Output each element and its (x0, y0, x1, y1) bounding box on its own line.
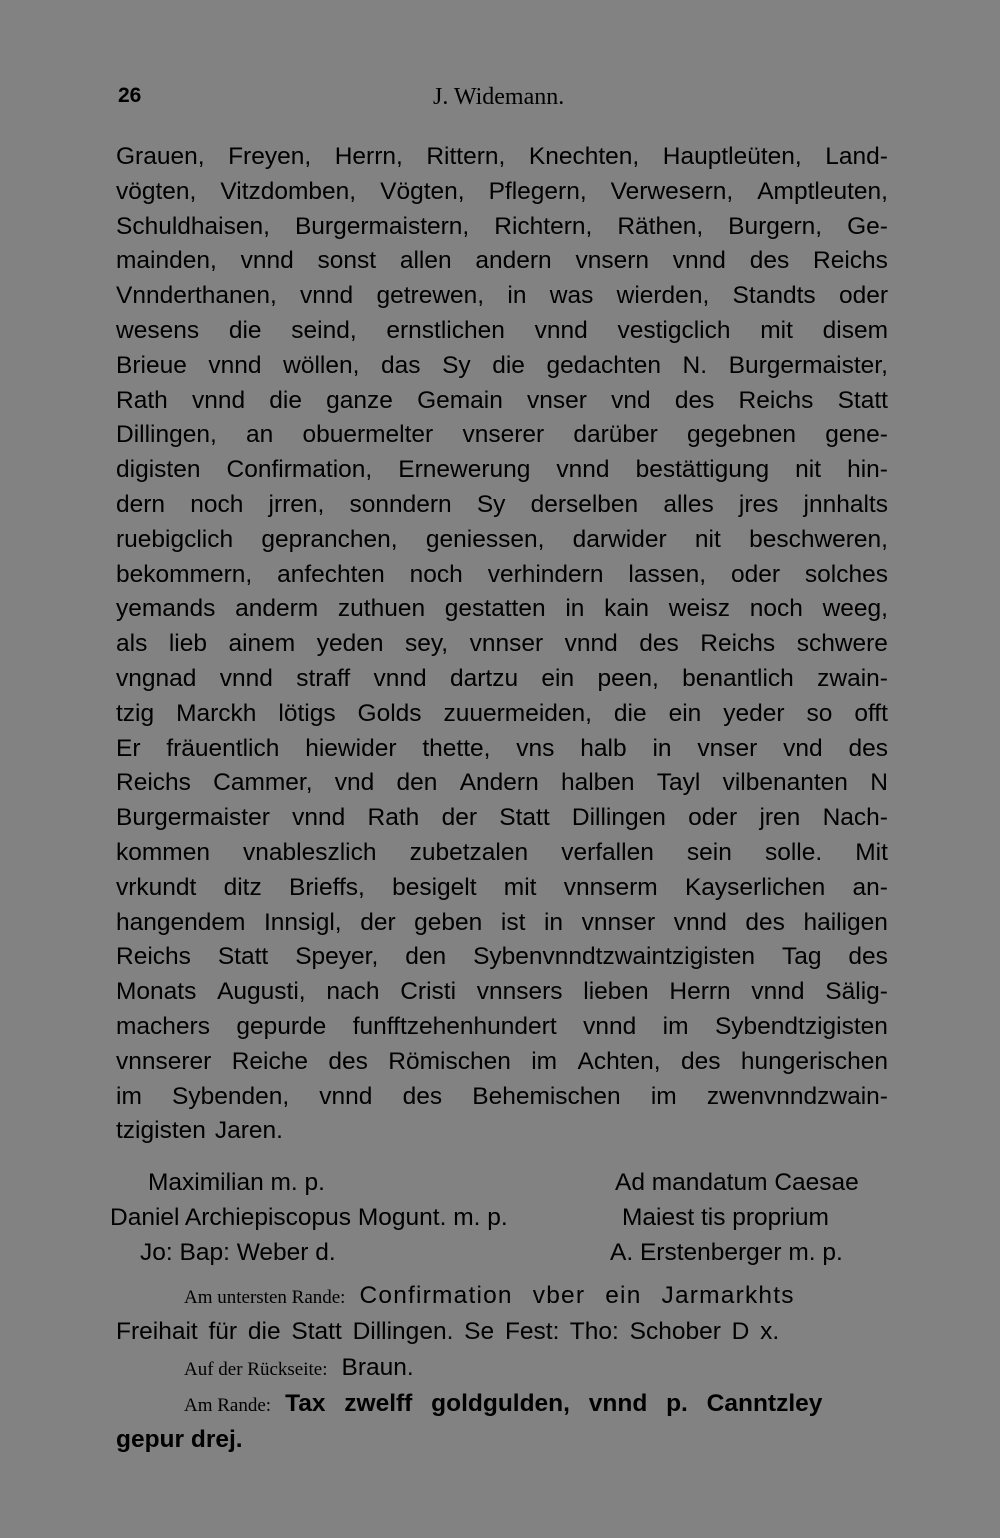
word: in (543, 908, 564, 936)
text-line (116, 940, 888, 975)
word: vnnser (469, 630, 544, 658)
word: Gemain (417, 386, 503, 414)
word: lieb (168, 630, 207, 658)
word: dern (116, 490, 166, 518)
word: an (246, 421, 274, 449)
word: halb (580, 734, 627, 762)
word: Speyer, (295, 943, 379, 971)
word: hailigen (803, 908, 888, 936)
word: Burgermaistern, (294, 212, 470, 240)
text-line (116, 1080, 888, 1115)
word: Dillingen (571, 804, 666, 832)
word: vnnd (300, 282, 354, 310)
word: Sybendtzigisten (714, 1012, 888, 1040)
word: zuthuen (337, 595, 426, 623)
word: des (674, 386, 715, 414)
text-line (116, 732, 888, 767)
word: Römischen (388, 1047, 511, 1075)
word: vögten, (116, 177, 197, 205)
word: Schuldhaisen, (116, 212, 270, 240)
word: den (405, 943, 447, 971)
word: vnnd (556, 456, 610, 484)
word: vnser (697, 734, 758, 762)
word: nit (694, 525, 721, 553)
word: vnd (783, 734, 823, 762)
word: Augusti, (217, 978, 306, 1006)
word: hangendem (116, 908, 246, 936)
word: Räthen, (617, 212, 704, 240)
word: an- (852, 873, 888, 901)
word: Golds (357, 699, 422, 727)
text-line (116, 140, 888, 175)
word: zwenvnndzwain- (706, 1082, 888, 1110)
word: zubetzalen (409, 838, 529, 866)
word: vnser (527, 386, 587, 414)
word: getrewen, (376, 282, 485, 310)
word: Er (116, 734, 141, 762)
signature-row (110, 1165, 890, 1200)
text-line (116, 627, 888, 662)
word: Kayserlichen (684, 873, 826, 901)
word: straff (296, 664, 351, 692)
page-header (116, 84, 886, 116)
word: Tayl (656, 769, 701, 797)
signature-right: Ad mandatum Caesae (615, 1169, 859, 1196)
page-number: 26 (118, 84, 142, 107)
word: vnnd (191, 386, 246, 414)
word: vnnd (208, 351, 262, 379)
word: wierden, (616, 282, 710, 310)
word: besigelt (392, 873, 477, 901)
word: des (745, 908, 785, 936)
word: noch (409, 560, 463, 588)
word: N. (682, 351, 708, 379)
word: verfallen (561, 838, 654, 866)
word: Burgermaister (116, 804, 270, 832)
note-reverse (116, 1350, 888, 1386)
word: vnableszlich (243, 838, 377, 866)
word: des (848, 943, 888, 971)
word: ditz (223, 873, 262, 901)
word: disem (822, 316, 888, 344)
text-line (116, 349, 888, 384)
text-line (116, 801, 888, 836)
note-text: Confirmation vber ein Jarmarkhts (359, 1282, 795, 1309)
note-label: Am Rande: (184, 1395, 272, 1416)
word: fräuentlich (166, 734, 280, 762)
word: noch (749, 595, 803, 623)
word: oder (688, 804, 738, 832)
word: vnserer (462, 421, 545, 449)
signature-left: Daniel Archiepiscopus Mogunt. m. p. (110, 1204, 508, 1231)
word: das (380, 351, 421, 379)
note-text: gepur drej. (116, 1426, 243, 1453)
word: ein (668, 699, 702, 727)
word: den (396, 769, 438, 797)
text-line (116, 558, 888, 593)
word: Statt (499, 804, 550, 832)
word: vnnd (672, 247, 726, 275)
word: anfechten (277, 560, 385, 588)
word: geniessen, (425, 525, 545, 553)
word: Rath (367, 804, 420, 832)
word: funfftzehenhundert (352, 1012, 557, 1040)
word: yeden (316, 630, 384, 658)
notes-block (116, 1278, 888, 1458)
word: ernstlichen (386, 316, 505, 344)
word: in (507, 282, 527, 310)
text-line (116, 906, 888, 941)
word: Rath (116, 386, 168, 414)
word: der (360, 908, 396, 936)
word: Burgern, (728, 212, 823, 240)
word: als (116, 630, 148, 658)
word: allen (399, 247, 452, 275)
word: Rittern, (426, 143, 506, 170)
word: vnnd (373, 664, 427, 692)
word: Sybenvnndtzwaintzigisten (473, 943, 755, 971)
text-line (116, 210, 888, 245)
word: Hauptleüten, (662, 143, 802, 170)
word: Standts (732, 282, 816, 310)
word: der (441, 804, 477, 832)
word: Sy (476, 490, 506, 518)
word: gegebnen (687, 421, 797, 449)
word: tzigisten (116, 1117, 206, 1145)
word: zwain- (817, 664, 888, 692)
word: vnnsers (476, 978, 563, 1006)
word: Reiche (231, 1047, 308, 1075)
word: sonst (317, 247, 377, 275)
word: lieben (583, 978, 649, 1006)
text-line (116, 697, 888, 732)
word: des (328, 1047, 368, 1075)
text-line (116, 418, 888, 453)
word: nit (795, 456, 822, 484)
word: des (848, 734, 888, 762)
word: alles (663, 490, 714, 518)
word: in (565, 595, 585, 623)
word: ruebigclich (116, 525, 234, 553)
word: Land- (825, 143, 888, 170)
word: Vnnderthanen, (116, 282, 277, 310)
word: benantlich (682, 664, 794, 692)
note-lower-margin (116, 1278, 888, 1314)
word: darüber (573, 421, 658, 449)
word: Knechten, (528, 143, 640, 170)
note-label: Auf der Rückseite: (184, 1359, 328, 1380)
word: Mit (855, 838, 888, 866)
word: schwere (796, 630, 888, 658)
word: gepurde (236, 1012, 327, 1040)
word: bestättigung (635, 456, 770, 484)
word: weisz (668, 595, 731, 623)
word: lötigs (278, 699, 336, 727)
word: vnnd (751, 978, 805, 1006)
word: Reichs (813, 247, 888, 275)
word: beschweren, (749, 525, 888, 553)
word: gene- (825, 421, 888, 449)
word: nach (326, 978, 380, 1006)
word: vrkundt (116, 873, 197, 901)
text-line (116, 871, 888, 906)
word: oder (730, 560, 780, 588)
word: derselben (530, 490, 639, 518)
word: ist (500, 908, 526, 936)
word: Behemischen (472, 1082, 621, 1110)
word: vnnd (673, 908, 727, 936)
word: Cammer, (213, 769, 313, 797)
word: geben (414, 908, 483, 936)
word: Reichs (738, 386, 814, 414)
text-line (116, 175, 888, 210)
word: wesens (116, 316, 200, 344)
note-lower-margin-continued (116, 1314, 888, 1350)
word: noch (190, 490, 244, 518)
word: Andern (459, 769, 539, 797)
word: vnnser (581, 908, 656, 936)
word: sein (686, 838, 732, 866)
word: des (749, 247, 790, 275)
word: digisten (116, 456, 201, 484)
word: des (402, 1082, 443, 1110)
word: bekommern, (116, 560, 253, 588)
word: yeder (723, 699, 785, 727)
word: die (269, 386, 302, 414)
word: machers (116, 1012, 210, 1040)
word: hiewider (305, 734, 397, 762)
word: Brieffs, (289, 873, 365, 901)
word: vnnd (219, 664, 273, 692)
word: vnd (611, 386, 651, 414)
text-line (116, 1045, 888, 1080)
word: Confirmation, (226, 456, 373, 484)
word: die (228, 316, 262, 344)
word: hin- (847, 456, 888, 484)
word: Dillingen, (116, 421, 217, 449)
text-line (116, 766, 888, 801)
word: seind, (291, 316, 357, 344)
word: Ernewerung (398, 456, 531, 484)
word: kain (604, 595, 650, 623)
word: Monats (116, 978, 197, 1006)
word: vnd (334, 769, 375, 797)
word: dartzu (450, 664, 519, 692)
word: Innsigl, (263, 908, 342, 936)
word: Cristi (400, 978, 457, 1006)
word: im (116, 1082, 142, 1110)
word: offt (854, 699, 888, 727)
note-margin (116, 1386, 888, 1422)
body-text (116, 140, 888, 1149)
word: oder (838, 282, 888, 310)
word: Freyen, (228, 143, 312, 170)
word: anderm (235, 595, 319, 623)
text-line (116, 384, 888, 419)
word: Herrn, (334, 143, 403, 170)
word: wöllen, (283, 351, 360, 379)
word: Burgermaister, (728, 351, 888, 379)
word: Sy (442, 351, 471, 379)
text-line (116, 1010, 888, 1045)
text-line (116, 523, 888, 558)
word: yemands (116, 595, 216, 623)
word: Ge- (847, 212, 888, 240)
text-line (116, 975, 888, 1010)
word: vnnd (564, 630, 618, 658)
word: vnsern (575, 247, 650, 275)
word: sonndern (349, 490, 452, 518)
word: Sybenden, (172, 1082, 290, 1110)
word: zuuermeiden, (443, 699, 592, 727)
word: jren (759, 804, 801, 832)
text-line (116, 279, 888, 314)
word: darwider (572, 525, 667, 553)
word: Marckh (176, 699, 257, 727)
word: jrren, (268, 490, 325, 518)
signature-block (110, 1165, 890, 1270)
word: in (652, 734, 672, 762)
word: vngnad (116, 664, 197, 692)
word: Vitzdomben, (220, 177, 357, 205)
word: verhindern (487, 560, 604, 588)
word: vnnd (240, 247, 294, 275)
word: was (549, 282, 594, 310)
word: Statt (217, 943, 269, 971)
word: Nach- (822, 804, 888, 832)
signature-left: Jo: Bap: Weber d. (140, 1239, 336, 1266)
text-line (116, 244, 888, 279)
word: Reichs (116, 943, 191, 971)
word: vnnserer (116, 1047, 212, 1075)
running-head: J. Widemann. (433, 84, 565, 110)
word: andern (475, 247, 552, 275)
signature-row (110, 1235, 890, 1270)
word: halben (560, 769, 635, 797)
word: Sälig- (825, 978, 888, 1006)
word: Grauen, (116, 143, 205, 170)
note-margin-continued (116, 1422, 888, 1458)
word: Brieue (116, 351, 187, 379)
word: Statt (837, 386, 888, 414)
word: vns (516, 734, 555, 762)
signature-row (110, 1200, 890, 1235)
text-line (116, 1114, 888, 1149)
text-line (116, 662, 888, 697)
word: Verwesern, (610, 177, 734, 205)
word: gedachten (546, 351, 661, 379)
word: sey, (404, 630, 449, 658)
word: Richtern, (494, 212, 593, 240)
note-label: Am untersten Rande: (184, 1287, 346, 1308)
word: jres (738, 490, 779, 518)
word: obuermelter (302, 421, 434, 449)
word: vnnserm (563, 873, 658, 901)
word: mit (503, 873, 537, 901)
word: Pflegern, (488, 177, 587, 205)
word: vnnd (292, 804, 346, 832)
word: Amptleuten, (757, 177, 888, 205)
word: Herrn (669, 978, 731, 1006)
word: im (662, 1012, 689, 1040)
signature-right: Maiest tis proprium (622, 1204, 829, 1231)
word: lassen, (628, 560, 707, 588)
word: so (806, 699, 833, 727)
word: Reichs (700, 630, 776, 658)
text-line (116, 488, 888, 523)
word: peen, (597, 664, 659, 692)
word: vnnd (319, 1082, 373, 1110)
word: vilbenanten (722, 769, 848, 797)
word: solches (804, 560, 888, 588)
word: kommen (116, 838, 210, 866)
word: Tag (781, 943, 822, 971)
word: ainem (228, 630, 296, 658)
word: hungerischen (740, 1047, 888, 1075)
note-text: Tax zwelff goldgulden, vnnd p. Canntzley (285, 1390, 823, 1417)
word: gestatten (444, 595, 546, 623)
word: Vögten, (380, 177, 465, 205)
signature-left: Maximilian m. p. (148, 1169, 325, 1196)
word: des (680, 1047, 721, 1075)
text-line (116, 314, 888, 349)
text-line (116, 592, 888, 627)
note-text: Freihait für die Statt Dillingen. Se Fest: Tho: Schober D x. (116, 1318, 780, 1345)
word: Jaren. (214, 1117, 283, 1145)
word: gepranchen, (261, 525, 398, 553)
word: thette, (422, 734, 491, 762)
word: N (870, 769, 888, 797)
text-line (116, 836, 888, 871)
word: vnnd (534, 316, 588, 344)
word: mit (760, 316, 793, 344)
word: jnnhalts (803, 490, 888, 518)
word: Reichs (116, 769, 191, 797)
word: ein (541, 664, 575, 692)
word: im (531, 1047, 558, 1075)
word: Achten, (577, 1047, 661, 1075)
word: vnnd (583, 1012, 637, 1040)
word: weeg, (822, 595, 888, 623)
word: solle. (764, 838, 823, 866)
word: die (492, 351, 525, 379)
word: tzig (116, 699, 155, 727)
word: ganze (326, 386, 393, 414)
word: des (639, 630, 679, 658)
word: mainden, (116, 247, 217, 275)
word: im (650, 1082, 677, 1110)
signature-right: A. Erstenberger m. p. (610, 1239, 843, 1266)
word: vestigclich (617, 316, 731, 344)
word: die (613, 699, 647, 727)
text-line (116, 453, 888, 488)
note-text: Braun. (341, 1354, 414, 1381)
